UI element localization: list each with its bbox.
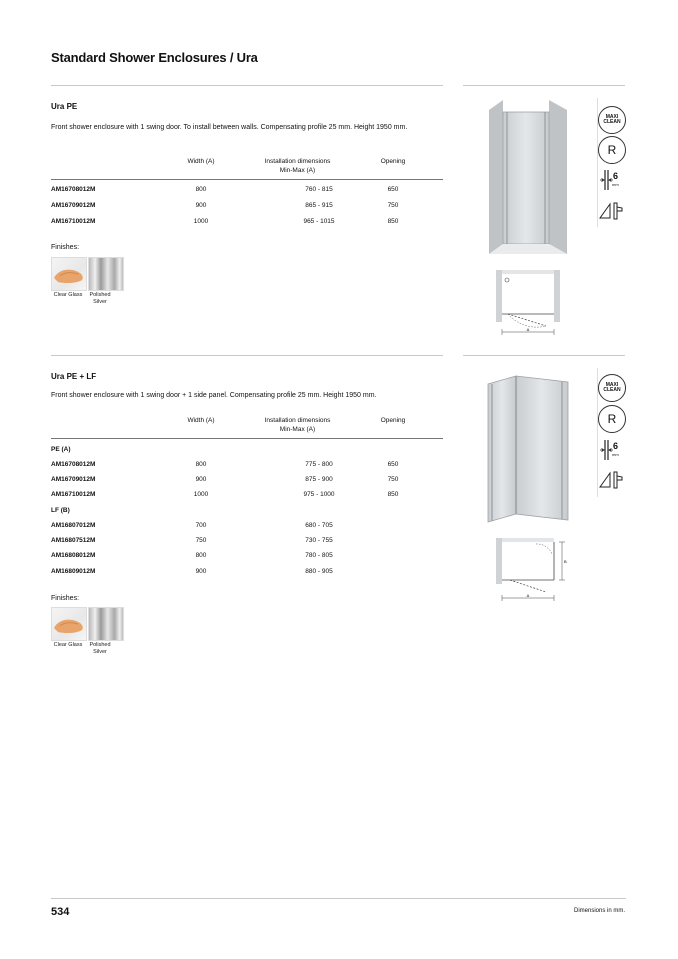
ura-pe-floor-plan [496,268,562,338]
table-row [51,476,443,488]
section-divider-right [463,355,625,356]
section2-title: Ura PE + LF [51,372,97,381]
footer-note: Dimensions in mm. [573,908,625,914]
polished-silver-swatch [88,607,124,641]
opening-value: 650 [387,186,399,193]
product-code: AM16709012M [51,476,96,483]
reversible-icon: R [598,405,626,433]
header-installation: Installation dimensions Min-Max (A) [264,417,331,433]
product-code: AM16807012M [51,522,96,529]
glass-thickness-value: 6 [613,441,619,451]
opening-value: 850 [387,491,399,498]
section-divider [51,355,443,356]
header-width: Width (A) [187,417,215,424]
installation-value: 880 - 905 [305,568,333,575]
dimension-label-a: A [526,327,530,332]
width-value: 800 [195,186,207,193]
section-divider-right [463,85,625,86]
installation-value: 775 - 800 [305,461,333,468]
table-header-rule [51,438,443,439]
dimension-label-a: A [526,593,530,598]
product-code: AM16710012M [51,218,96,225]
installation-value: 680 - 705 [305,522,333,529]
page-number: 534 [51,906,70,918]
header-width: Width (A) [187,158,215,165]
table-row [51,202,443,214]
width-value: 900 [195,476,207,483]
group-label-pe: PE (A) [51,446,71,453]
opening-value: 750 [387,202,399,209]
table-row [51,218,443,230]
opening-value: 750 [387,476,399,483]
dimension-label-b: B [564,559,567,564]
header-installation: Installation dimensions Min-Max (A) [264,158,331,174]
table-row [51,552,443,564]
ura-pe-product-image [485,96,571,256]
glass-thickness-unit: mm [612,182,619,187]
opening-value: 650 [387,461,399,468]
installation-value: 730 - 755 [305,537,333,544]
product-code: AM16709012M [51,202,96,209]
finishes-label: Finishes: [51,244,80,251]
width-value: 1000 [193,218,209,225]
section-divider [51,85,443,86]
opening-value: 850 [387,218,399,225]
product-code: AM16708012M [51,461,96,468]
ura-pe-lf-product-image [486,374,572,524]
finish-caption: Clear Glass [53,292,83,298]
finishes-label: Finishes: [51,595,80,602]
header-opening: Opening [380,417,406,424]
ura-pe-lf-floor-plan [496,536,568,606]
product-code: AM16809012M [51,568,96,575]
installation-value: 965 - 1015 [303,218,335,225]
reversible-icon: R [598,136,626,164]
width-value: 800 [195,552,207,559]
width-value: 1000 [193,491,209,498]
width-value: 800 [195,461,207,468]
table-header-rule [51,179,443,180]
installation-value: 780 - 805 [305,552,333,559]
clear-glass-swatch [51,607,87,641]
width-value: 700 [195,522,207,529]
polished-silver-swatch [88,257,124,291]
installation-value: 875 - 900 [305,476,333,483]
glass-thickness-unit: mm [612,452,619,457]
section2-description: Front shower enclosure with 1 swing door + 1 side panel. Compensating profile 25 mm. Height 1950 mm. [51,392,377,399]
maxi-clean-icon: MAXI CLEAN [598,374,626,402]
glass-thickness-icon [598,438,624,462]
group-label-lf: LF (B) [51,507,70,514]
table-row [51,568,443,580]
table-row [51,537,443,549]
installation-value: 760 - 815 [305,186,333,193]
width-value: 900 [195,568,207,575]
table-row [51,186,443,198]
product-code: AM16807512M [51,537,96,544]
page-title: Standard Shower Enclosures / Ura [51,50,258,65]
product-code: AM16808012M [51,552,96,559]
width-value: 900 [195,202,207,209]
installation-value: 975 - 1000 [303,491,335,498]
table-row [51,491,443,503]
section1-title: Ura PE [51,102,78,111]
glass-thickness-value: 6 [613,171,619,181]
installation-value: 865 - 915 [305,202,333,209]
glass-thickness-icon [598,168,624,192]
product-code: AM16710012M [51,491,96,498]
width-value: 750 [195,537,207,544]
finish-caption: Polished Silver [89,642,111,655]
header-opening: Opening [380,158,406,165]
product-code: AM16708012M [51,186,96,193]
finish-caption: Clear Glass [53,642,83,648]
clear-glass-swatch [51,257,87,291]
footer-rule [51,898,626,899]
table-row [51,522,443,534]
table-row [51,461,443,473]
door-swing-icon [597,200,625,222]
maxi-clean-icon: MAXI CLEAN [598,106,626,134]
section1-description: Front shower enclosure with 1 swing door. To install between walls. Compensating profile 25 mm. Height 1950 mm. [51,124,408,131]
finish-caption: Polished Silver [89,292,111,305]
door-swing-icon [597,469,625,491]
